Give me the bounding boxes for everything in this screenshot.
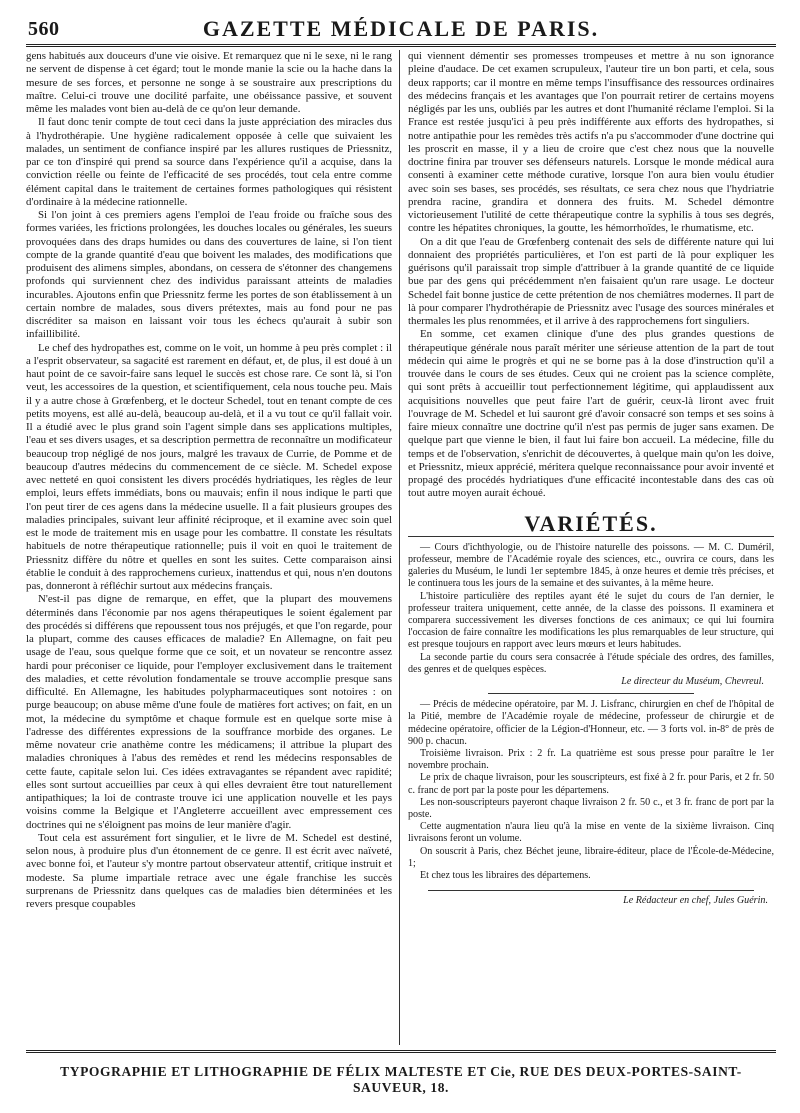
header-rule bbox=[26, 44, 776, 47]
right-column bbox=[408, 50, 774, 1045]
notice-line: Le prix de chaque livraison, pour les souscripteurs, est fixé à 2 fr. pour Paris, et 2 fr. 50 c. franc de port par la poste pour les départemens. bbox=[408, 772, 774, 796]
masthead-title: GAZETTE MÉDICALE DE PARIS. bbox=[202, 16, 600, 41]
notice-divider bbox=[488, 693, 694, 694]
printer-imprint: TYPOGRAPHIE ET LITHOGRAPHIE DE FÉLIX MALTESTE ET Cie, RUE DES DEUX-PORTES-SAINT-SAUVEUR, 18. bbox=[60, 1064, 742, 1095]
varietes-heading: VARIÉTÉS. bbox=[524, 510, 658, 536]
notice-divider bbox=[428, 890, 754, 891]
paragraph: qui viennent démentir ses promesses trompeuses et mettre à nu son ignorance pleine d'audace. De cet examen scrupuleux, l'auteur tire un bon parti, et cela, sous deux rapports; car il montre en même temps l'insuffisance des ressources ordinaires des médecins français et les avantages que l'on pourrait retirer de certains moyens négligés par les uns, oubliés par les autres et dont l'humanité réclame l'emploi. Si la France est restée jusqu'ici à peu près indifférente aux efforts des hydropathes, si notre antipathie pour les remèdes très actifs n'a pu s'accommoder d'une doctrine qui les proscrit en masse, il y a lieu de croire que c'est chez nous que la nouvelle doctrine finira par trouver ses défenseurs naturels. Lorsque le monde médical aura consenti à examiner cette méthode curative, lorsque l'on aura bien voulu étudier avec soin ses bases, ses procédés, ses résultats, ce sera chez nous que l'hydriatrie prendra racine, grandira et donnera des fruits. M. Schedel démontre victorieusement l'utilité de cette thérapeutique contre la syphilis à tous ses degrés, contre les hépatites chroniques, la goutte, les hémorrhoïdes, le rhumatisme, etc. bbox=[408, 50, 774, 235]
notice-line: On souscrit à Paris, chez Béchet jeune, libraire-éditeur, place de l'École-de-Médecine, 1; bbox=[408, 845, 774, 869]
paragraph: En somme, cet examen clinique d'une des plus grandes questions de thérapeutique générale nous paraît mériter une sérieuse attention de la part de tout médecin qui aime le progrès et qui ne se borne pas à la dose d'instruction qu'il a trouvée dans le cours de ses études. Ceux qui ne croient pas la science complète, qui sont prêts à accueillir tout perfectionnement légitime, qui applaudissent aux acquisitions nouvelles que peut faire l'art de guérir, ceux-là liront avec fruit l'ouvrage de M. Schedel et lui sauront gré d'avoir consacré son temps et ses soins à faire mieux connaître une doctrine qu'il n'est pas permis de juger sans examen. De quelque part que vienne le bien, il faut lui faire bon accueil. La médecine, fille du temps et de l'observation, s'enrichit de découvertes, à quelque main qu'on les doive, et Priessnitz, mieux apprécié, méritera quelque reconnaissance pour avoir inventé et propagé des procédés hydriatiques d'une efficacité incontestable dans des cas où tout autre moyen aurait échoué. bbox=[408, 328, 774, 500]
notice-paragraph: L'histoire particulière des reptiles ayant été le sujet du cours de l'an dernier, le professeur traitera uniquement, cette année, de la classe des poissons. Il examinera et comparera successivement les diverses fonctions de ces animaux; ce qui lui fournira l'occasion de faire connaître les modifications les plus remarquables de leur structure, qui est presque toujours en rapport avec leurs mœurs et leurs habitudes. bbox=[408, 590, 774, 651]
paragraph: Le chef des hydropathes est, comme on le voit, un homme à peu près complet : il a l'esprit observateur, sa sagacité est rarement en défaut, et, de plus, il est doué à un haut point de ce savoir-faire sans lequel le succès est chose rare. Ce sont là, si l'on veut, les accessoires de la question, et scientifiquement, cela nous touche peu. Mais il y a autre chose à Grœfenberg, et le docteur Schedel, tout en tenant compte de ces petits moyens, est allé au-delà, beaucoup au-delà, et il a vu tout ce qu'il fallait voir. Il a étudié avec le plus grand soin l'agent simple dans ses applications multiples, l'eau et ses divers usages, et sa description permettra de reconnaître un modificateur beaucoup trop négligé de nos jours, malgré les travaux de Currie, de Pomme et de beaucoup d'autres médecins du commencement de ce siècle. M. Schedel expose avec netteté en quoi consistent les divers procédés hydriatiques, les règles de leur emploi, leurs effets immédiats, bons ou mauvais; enfin il nous indique le parti que l'on peut tirer de ces agens dans la médecine usuelle. Il a fait plusieurs groupes des maladies principales, suivant leur affinité réciproque, et il examine avec soin quel est le mode de traitement mis en usage pour les combattre. Il constate les résultats habituels de notre thérapeutique rationnelle; puis il voit en quoi le traitement de Priessnitz diffère du nôtre et quelles en sont les suites. Cette comparaison ainsi établie le conduit à des rapprochemens curieux, inattendus et qui, nous n'en doutons pas, donneront à réfléchir surtout aux médecins français. bbox=[26, 341, 392, 592]
notice-line: Et chez tous les libraires des départemens. bbox=[420, 870, 591, 882]
page-number: 560 bbox=[28, 18, 60, 40]
paragraph: On a dit que l'eau de Grœfenberg contenait des sels de différente nature qui lui donnaient des propriétés particulières, et l'on est parti de là pour expliquer les guérisons qu'il paraissait trop simple d'attribuer à la grande quantité de ce liquide bue par des gens qui précédemment n'en faisaient qu'un rare usage. Le docteur Schedel fait bonne justice de cette prétention de nos chemiâtres modernes. Il part de là pour comparer l'hydrothérapie de Priessnitz avec l'usage des sources minérales et thermales les plus renommées, et il arrive à des rapprochemens fort singuliers. bbox=[408, 235, 774, 327]
notice-paragraph: La seconde partie du cours sera consacrée à l'étude spéciale des ordres, des familles, des genres et de quelques espèces. bbox=[408, 651, 774, 675]
notice-ichthyologie: — Cours d'ichthyologie, ou de l'histoire naturelle des poissons. — M. C. Duméril, professeur, membre de l'Académie royale des sciences, etc., ouvrira ce cours, dans les galeries du Muséum, le lundi 1er septembre 1845, à onze heures et demie très précises, et le continuera tous les jours de la semaine et des suivantes, à la même heure. bbox=[408, 541, 774, 590]
paragraph: Il faut donc tenir compte de tout ceci dans la juste appréciation des miracles dus à l'hydrothérapie. Une hygiène radicalement opposée à celle que suivaient les malades, un sentiment de confiance inspiré par les allures rustiques de Priessnitz, par ce ton d'inspiré qui prend sa source dans l'expérience qu'il a acquise, dans la conviction réelle ou feinte de l'efficacité de ses procédés, tout cela entre comme élément capital dans le traitement de certaines formes pathologiques qui résistent d'ordinaire à la médecine rationnelle. bbox=[26, 116, 392, 208]
section-rule bbox=[408, 536, 774, 537]
paragraph: Tout cela est assurément fort singulier, et le livre de M. Schedel est destiné, selon nous, à produire plus d'un étonnement de ce genre. Il est écrit avec naïveté, avec bonne foi, et l'auteur s'y montre partout observateur attentif, critique instruit et modeste. Sa plume impartiale retrace avec une égale franchise les succès surprenans de Priessnitz dans quelques cas de maladies bien déterminées et les revers presque coupables bbox=[26, 831, 392, 910]
varietes-section bbox=[408, 542, 774, 908]
page-header bbox=[26, 8, 776, 42]
paragraph: gens habitués aux douceurs d'une vie oisive. Et remarquez que ni le sexe, ni le rang ne servent de dispense à cet égard; tout le monde manie la scie ou la hache dans la mesure de ses forces, et personne ne songe à se soustraire aux prescriptions du maître. Celui-ci trouve une docilité parfaite, une obéissance passive, et souvent même les malades vont bien au-delà de ce qu'on leur demande. bbox=[26, 50, 392, 115]
notice-line: Troisième livraison. Prix : 2 fr. La quatrième est sous presse pour paraître le 1er novembre prochain. bbox=[408, 748, 774, 772]
left-column bbox=[26, 50, 392, 1045]
footer-rule bbox=[26, 1050, 776, 1053]
notice-line: Les non-souscripteurs payeront chaque livraison 2 fr. 50 c., et 3 fr. franc de port par la poste. bbox=[408, 796, 774, 821]
notice-precis: — Précis de médecine opératoire, par M. J. Lisfranc, chirurgien en chef de l'hôpital de la Pitié, membre de l'Académie royale de médecine, professeur de chirurgie et de médecine opératoire, officier de la Légion-d'Honneur, etc. — 3 forts vol. in-8° de près de 900 p. chacun. bbox=[408, 699, 774, 747]
museum-director-signature: Le directeur du Muséum, Chevreul. bbox=[621, 675, 764, 687]
paragraph: Si l'on joint à ces premiers agens l'emploi de l'eau froide ou fraîche sous des formes variées, les frictions prolongées, les douches locales ou générales, les sueurs provoquées dans des draps humides ou dans des couvertures de laine, si l'on tient compte de la grande quantité d'eau que boivent les malades, des modifications que produisent des alimens simples, abondans, on cessera de s'étonner des changemens profonds qui surviennent chez des individus paraissant atteints de maladies incurables. Ajoutons enfin que Priessnitz ferme les portes de son établissement à un certain nombre de malades, sous divers prétextes, mais au fond pour ne pas discréditer sa maison en laissant voir tous les échecs qu'aurait à subir son infaillibilité. bbox=[26, 209, 392, 341]
notice-line: Cette augmentation n'aura lieu qu'à la mise en vente de la sixième livraison. Cinq livraisons feront un volume. bbox=[408, 821, 774, 845]
paragraph: N'est-il pas digne de remarque, en effet, que la plupart des mouvemens déterminés dans l'économie par nos agens thérapeutiques le soient également par des procédés si différens que repoussent tous nos préjugés, et que l'on regarde, pour la plupart, comme des causes efficaces de maladie? En Allemagne, on fait peu usage de l'eau, sous quelque forme que ce soit, et un novateur se rencontre assez hardi pour préconiser ce liquide, pour l'employer exclusivement dans le traitement des maladies, et cette révolution fondamentale se trouve accomplie presque sans difficulté. En Allemagne, les habitudes polypharmaceutiques sont notoires : on purge beaucoup; on abuse même d'une foule de matières fort actives; on fait, en un mot, la médecine du symptôme et chaque formule est en quelque sorte mise à l'adresse des différentes expressions de la souffrance morbide des organes. Le même novateur crie anathème contre les médicamens; il attribue la plupart des maladies chroniques à l'abus des remèdes et rend les médecins responsables de cette faute, capitale selon lui. Ces idées extravagantes se répandent avec rapidité; elles sont surtout accueillies par ceux à qui elles devraient être tout naturellement antipathiques; la loi de contraste trouve ici une application nouvelle et les pays voisins comme la Belgique et l'Angleterre accueillent avec empressement ces doctrines qui ne s'éloignent pas moins de leur manière d'agir. bbox=[26, 593, 392, 831]
column-divider bbox=[399, 50, 400, 1045]
editor-signature: Le Rédacteur en chef, Jules Guérin. bbox=[623, 895, 768, 907]
